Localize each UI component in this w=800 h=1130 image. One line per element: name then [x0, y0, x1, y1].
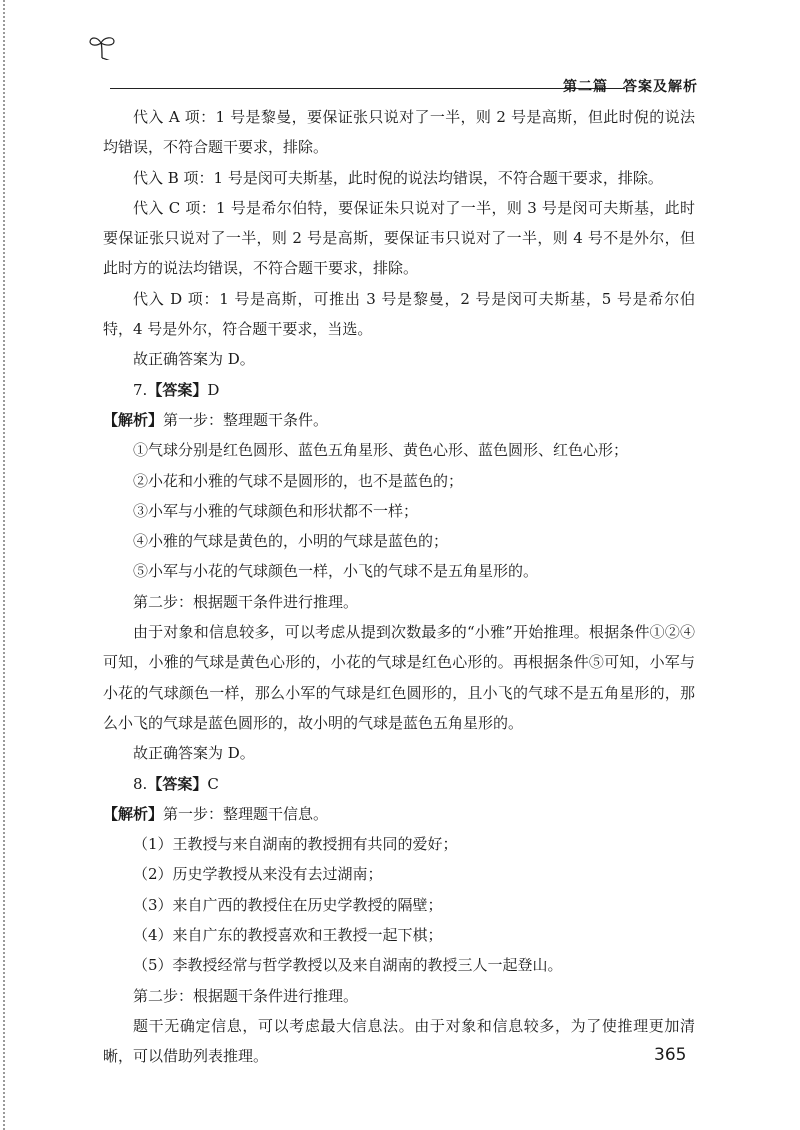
paragraph-q6-conclusion: 故正确答案为 D。 [133, 350, 255, 369]
paragraph-option-c: 代入 C 项：1 号是希尔伯特，要保证朱只说对了一半，则 3 号是闵可夫斯基，此时要保证张只说对了一半，则 2 号是高斯，要保证韦只说对了一半，则 4 号不是外尔，但此时方的说法均错误，不符合题干要求，排除。 [103, 198, 695, 278]
q8-condition-1: （1）王教授与来自湖南的教授拥有共同的爱好； [133, 835, 458, 854]
page-header [88, 30, 708, 95]
q7-answer-tag: 【答案】 [147, 380, 208, 399]
q7-step2: 第二步：根据题干条件进行推理。 [133, 592, 359, 611]
q8-condition-4: （4）来自广东的教授喜欢和王教授一起下棋； [133, 926, 443, 945]
q8-step2: 第二步：根据题干条件进行推理。 [133, 986, 359, 1005]
header-rule [110, 88, 625, 89]
paragraph-option-a: 代入 A 项：1 号是黎曼，要保证张只说对了一半，则 2 号是高斯，但此时倪的说法均错误，不符合题干要求，排除。 [103, 108, 695, 157]
page-content [103, 102, 695, 1072]
q8-step1: 第一步：整理题干信息。 [163, 804, 329, 823]
q8-condition-3: （3）来自广西的教授住在历史学教授的隔壁； [133, 895, 443, 914]
q7-number: 7. [133, 380, 148, 399]
q8-reasoning: 题干无确定信息，可以考虑最大信息法。由于对象和信息较多，为了使推理更加清晰，可以借助列表推理。 [103, 1016, 695, 1066]
page-number: 365 [654, 1045, 687, 1065]
q8-condition-5: （5）李教授经常与哲学教授以及来自湖南的教授三人一起登山。 [133, 956, 563, 975]
q8-analysis-tag: 【解析】 [103, 804, 164, 823]
q7-condition-1: ①气球分别是红色圆形、蓝色五角星形、黄色心形、蓝色圆形、红色心形； [133, 441, 629, 460]
q8-answer-tag: 【答案】 [147, 774, 208, 793]
q7-conclusion: 故正确答案为 D。 [133, 744, 255, 763]
paragraph-option-b: 代入 B 项：1 号是闵可夫斯基，此时倪的说法均错误，不符合题干要求，排除。 [133, 168, 663, 187]
sprout-icon [88, 34, 118, 60]
q8-answer-line [103, 769, 695, 799]
q8-number: 8. [133, 774, 148, 793]
page-binding-edge [3, 0, 5, 1130]
q7-reasoning: 由于对象和信息较多，可以考虑从提到次数最多的“小雅”开始推理。根据条件①②④可知，小雅的气球是黄色心形的，小花的气球是红色心形的。再根据条件⑤可知，小军与小花的气球颜色一样，那么小军的气球是红色圆形的，且小飞的气球不是五角星形的，那么小飞的气球是蓝色圆形的，故小明的气球是蓝色五角星形的。 [103, 623, 695, 732]
q8-answer-value: C [207, 774, 219, 793]
section-title: 第二篇 答案及解析 [563, 79, 698, 95]
paragraph-option-d: 代入 D 项：1 号是高斯，可推出 3 号是黎曼，2 号是闵可夫斯基，5 号是希尔伯特，4 号是外尔，符合题干要求，当选。 [103, 289, 695, 339]
q7-step1: 第一步：整理题干条件。 [163, 410, 329, 429]
q7-condition-5: ⑤小军与小花的气球颜色一样，小飞的气球不是五角星形的。 [133, 562, 539, 581]
q7-condition-2: ②小花和小雅的气球不是圆形的，也不是蓝色的； [133, 471, 464, 490]
q7-answer-value: D [207, 380, 220, 399]
q7-answer-line [103, 375, 695, 405]
q7-condition-4: ④小雅的气球是黄色的，小明的气球是蓝色的； [133, 532, 449, 551]
q8-condition-2: （2）历史学教授从来没有去过湖南； [133, 865, 383, 884]
q7-analysis-line [103, 405, 695, 435]
q7-condition-3: ③小军与小雅的气球颜色和形状都不一样； [133, 501, 419, 520]
q7-analysis-tag: 【解析】 [103, 410, 164, 429]
q8-analysis-line [103, 799, 695, 829]
